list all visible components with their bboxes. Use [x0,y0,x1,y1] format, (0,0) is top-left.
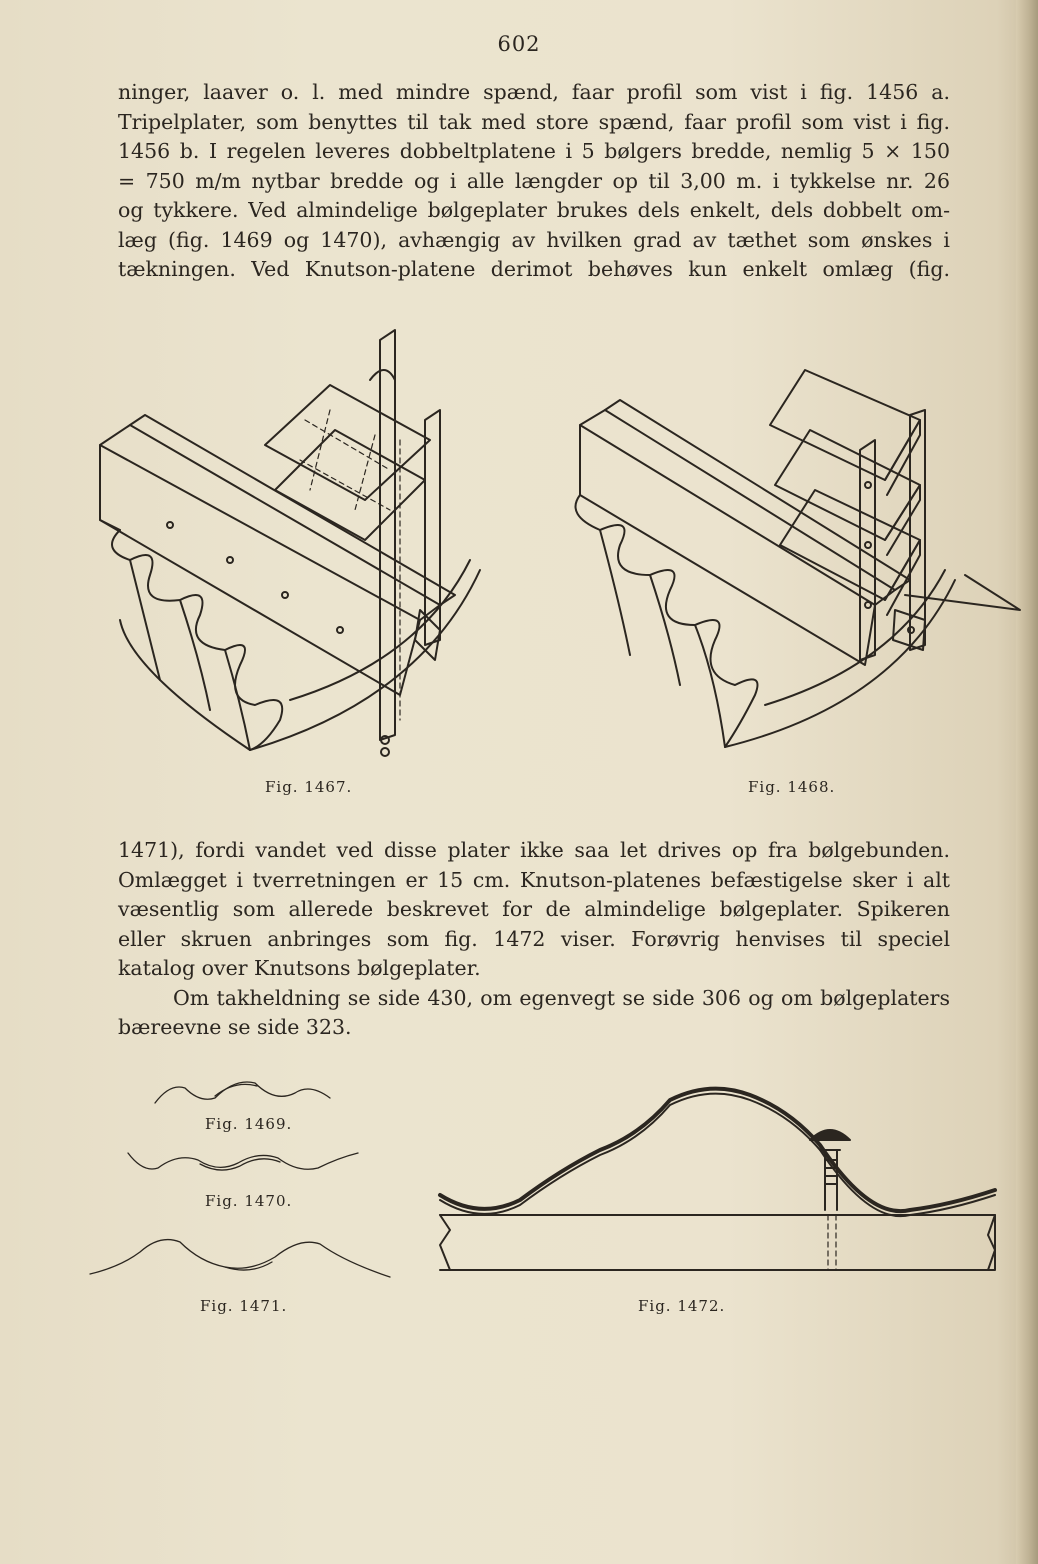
text-line: bæreevne se side 323. [118,1015,352,1039]
text-line: væsentlig som allerede beskrevet for de almindelige bølgeplater. Spikeren [118,897,950,921]
figure-1471-profile [90,1232,390,1282]
caption-fig-1470: Fig. 1470. [205,1192,293,1210]
text-line: = 750 m/m nytbar bredde og i alle længder op til 3,00 m. i tykkelse nr. 26 [118,168,950,193]
caption-fig-1467: Fig. 1467. [265,778,353,796]
text-line: Tripelplater, som benyttes til tak med store spænd, faar profil som vist i fig. [118,109,950,134]
figure-1470-profile [128,1148,363,1178]
caption-fig-1469: Fig. 1469. [205,1115,293,1133]
text-line: eller skruen anbringes som fig. 1472 viser. Forøvrig henvises til speciel [118,926,950,951]
paragraph-bottom [118,836,950,1043]
text-line: og tykkere. Ved almindelige bølgeplater brukes dels enkelt, dels dobbelt om- [118,198,950,222]
caption-fig-1468: Fig. 1468. [748,778,836,796]
text-line: Omlægget i tverretningen er 15 cm. Knutson-platenes befæstigelse sker i alt [118,867,950,892]
caption-fig-1471: Fig. 1471. [200,1297,288,1315]
text-line: tækningen. Ved Knutson-platene derimot behøves kun enkelt omlæg (fig. [118,257,950,281]
figure-1469-profile [155,1078,335,1108]
text-line: 1471), fordi vandet ved disse plater ikke saa let drives op fra bølgebunden. [118,838,950,862]
text-line: læg (fig. 1469 og 1470), avhængig av hvilken grad av tæthet som ønskes i [118,227,950,252]
caption-fig-1472: Fig. 1472. [638,1297,726,1315]
text-line: ninger, laaver o. l. med mindre spænd, faar profil som vist i fig. 1456 a. [118,80,950,104]
text-line: 1456 b. I regelen leveres dobbeltplatene i 5 bølgers bredde, nemlig 5 × 150 [118,139,950,163]
paragraph-top [118,78,950,285]
figure-1468-illustration [575,365,1025,760]
page-number: 602 [497,32,541,56]
figure-1472-fastening [440,1080,1000,1275]
text-line: Om takheldning se side 430, om egenvegt se side 306 og om bølgeplaters [173,985,950,1010]
figure-1467-illustration [90,320,560,760]
page-edge-shadow [1016,0,1038,1564]
text-line: katalog over Knutsons bølgeplater. [118,956,481,980]
